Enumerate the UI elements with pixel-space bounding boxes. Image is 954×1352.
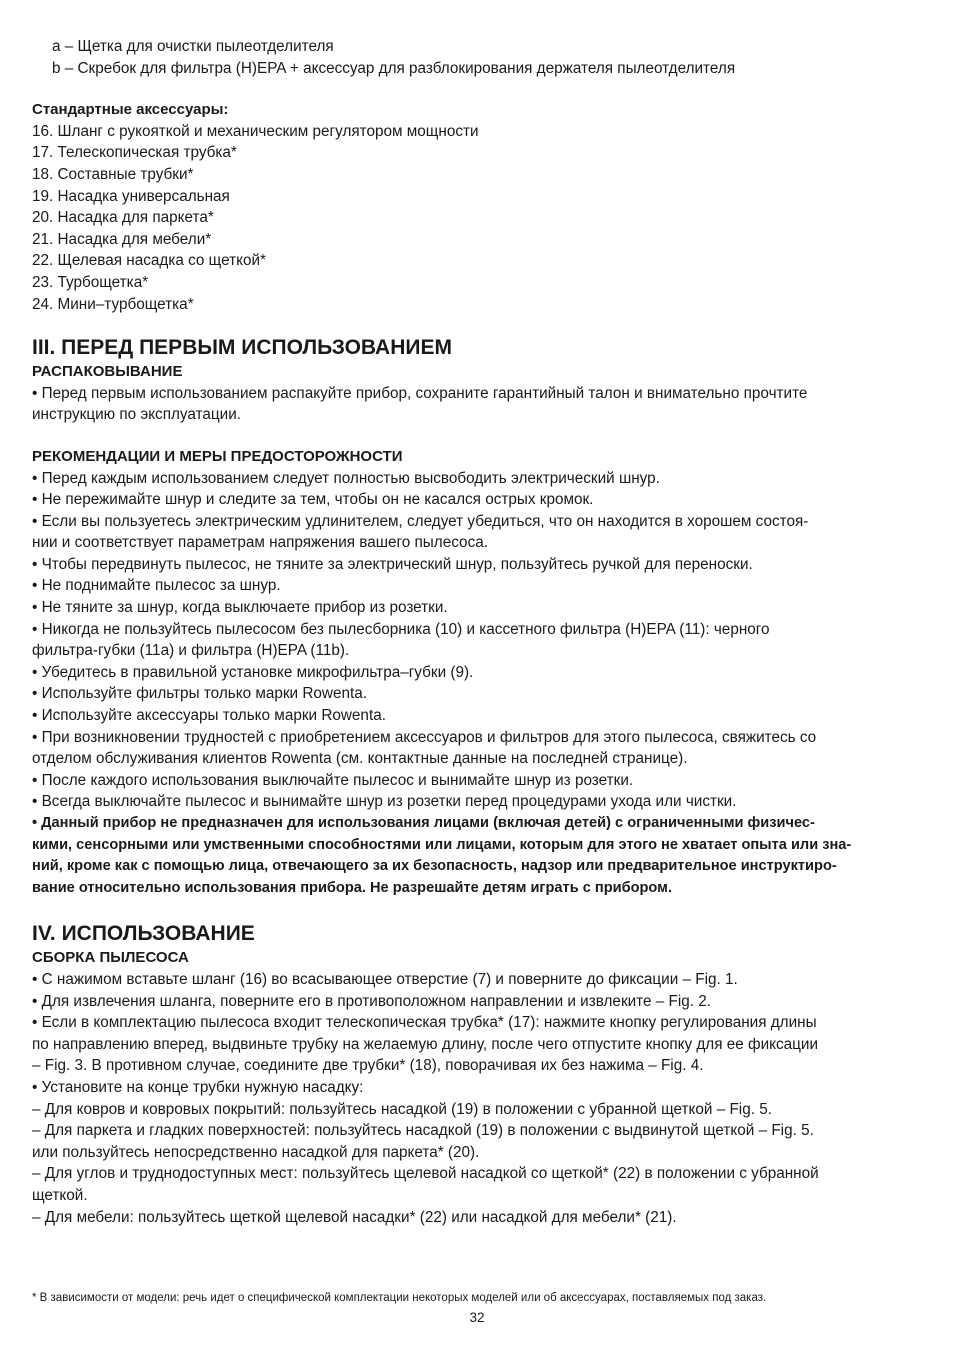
unpacking-heading: РАСПАКОВЫВАНИЕ (32, 363, 183, 381)
assembly-line: по направлению вперед, выдвиньте трубку на желаемую длину, после чего отпустите кнопку для ее фиксации (32, 1035, 819, 1053)
assembly-line: • Установите на конце трубки нужную насадку: (32, 1078, 364, 1096)
assembly-line: – Для углов и труднодоступных мест: пользуйтесь щелевой насадкой со щеткой* (22) в положении с убранной (32, 1165, 819, 1183)
accessory-item: 18. Составные трубки* (32, 165, 194, 183)
section-title-4: IV. ИСПОЛЬЗОВАНИЕ (32, 922, 255, 946)
safety-warning-line: ний, кроме как с помощью лица, отвечающего за их безопасность, надзор или предварительное инструктиро- (32, 858, 837, 875)
safety-line: • Используйте аксессуары только марки Rowenta. (32, 707, 386, 725)
safety-line: • Не поднимайте пылесос за шнур. (32, 577, 281, 595)
assembly-line: щеткой. (32, 1186, 88, 1204)
safety-heading: РЕКОМЕНДАЦИИ И МЕРЫ ПРЕДОСТОРОЖНОСТИ (32, 447, 403, 465)
assembly-line: • Для извлечения шланга, поверните его в противоположном направлении и извлеките – Fig. 2. (32, 992, 712, 1010)
safety-warning-line: кими, сенсорными или умственными способностями или лицами, которым для этого не хватает опыта или зна- (32, 836, 852, 853)
safety-warning-line: вание относительно использования прибора. Не разрешайте детям играть с прибором. (32, 879, 673, 896)
accessories-heading: Стандартные аксессуары: (32, 101, 229, 119)
assembly-line: или пользуйтесь непосредственно насадкой для паркета* (20). (32, 1143, 480, 1161)
accessory-item: 17. Телескопическая трубка* (32, 144, 237, 162)
assembly-line: – Для ковров и ковровых покрытий: пользуйтесь насадкой (19) в положении с убранной щеткой – Fig. 5. (32, 1100, 772, 1118)
safety-line: • Всегда выключайте пылесос и вынимайте шнур из розетки перед процедурами ухода или чистки. (32, 793, 737, 811)
intro-item: a – Щетка для очистки пылеотделителя (52, 38, 334, 55)
safety-line: • Убедитесь в правильной установке микрофильтра–губки (9). (32, 663, 474, 681)
safety-line: • При возникновении трудностей с приобретением аксессуаров и фильтров для этого пылесоса, свяжитесь со (32, 728, 817, 746)
safety-line: • После каждого использования выключайте пылесос и вынимайте шнур из розетки. (32, 771, 634, 789)
safety-warning-line: • Данный прибор не предназначен для использования лицами (включая детей) с ограниченными физичес- (32, 815, 815, 831)
accessory-item: 19. Насадка универсальная (32, 187, 230, 205)
accessory-item: 23. Турбощетка* (32, 273, 149, 291)
assembly-line: • С нажимом вставьте шланг (16) во всасывающее отверстие (7) и поверните до фиксации – Fig. 1. (32, 970, 738, 988)
assembly-line: – Fig. 3. В противном случае, соедините две трубки* (18), поворачивая их без нажима – Fig. 4. (32, 1057, 704, 1075)
safety-line: фильтра-губки (11a) и фильтра (H)EPA (11b). (32, 642, 350, 660)
assembly-line: – Для паркета и гладких поверхностей: пользуйтесь насадкой (19) в положении с выдвинутой щеткой – Fig. 5. (32, 1122, 814, 1140)
accessory-item: 16. Шланг с рукояткой и механическим регулятором мощности (32, 122, 479, 140)
assembly-heading: СБОРКА ПЫЛЕСОСА (32, 949, 189, 967)
intro-item: b – Скребок для фильтра (H)EPA + аксессуар для разблокирования держателя пылеотделителя (52, 59, 736, 77)
page-number: 32 (469, 1310, 485, 1325)
safety-line: • Перед каждым использованием следует полностью высвободить электрический шнур. (32, 469, 660, 487)
safety-line: • Чтобы передвинуть пылесос, не тяните за электрический шнур, пользуйтесь ручкой для переноски. (32, 555, 753, 573)
safety-line: отделом обслуживания клиентов Rowenta (см. контактные данные на последней странице). (32, 750, 688, 768)
document-body (32, 36, 924, 1228)
paragraph-line: • Перед первым использованием распакуйте прибор, сохраните гарантийный талон и внимательно прочтите (32, 384, 808, 402)
safety-line: • Никогда не пользуйтесь пылесосом без пылесборника (10) и кассетного фильтра (H)EPA (11): черного (32, 620, 770, 638)
assembly-line: – Для мебели: пользуйтесь щеткой щелевой насадки* (22) или насадкой для мебели* (21). (32, 1208, 677, 1226)
assembly-line: • Если в комплектацию пылесоса входит телескопическая трубка* (17): нажмите кнопку регулирования длины (32, 1014, 817, 1032)
safety-line: • Не тяните за шнур, когда выключаете прибор из розетки. (32, 599, 448, 617)
accessory-item: 22. Щелевая насадка со щеткой* (32, 252, 266, 270)
safety-line: нии и соответствует параметрам напряжения вашего пылесоса. (32, 534, 488, 552)
accessory-item: 20. Насадка для паркета* (32, 209, 214, 227)
accessory-item: 24. Мини–турбощетка* (32, 295, 194, 313)
accessory-item: 21. Насадка для мебели* (32, 230, 212, 248)
safety-line: • Не пережимайте шнур и следите за тем, чтобы он не касался острых кромок. (32, 491, 594, 509)
paragraph-line: инструкцию по эксплуатации. (32, 406, 242, 424)
safety-line: • Используйте фильтры только марки Rowenta. (32, 685, 367, 703)
section-title-3: III. ПЕРЕД ПЕРВЫМ ИСПОЛЬЗОВАНИЕМ (32, 336, 452, 360)
footnote: * В зависимости от модели: речь идет о специфической комплектации некоторых моделей или об аксессуарах, поставляемых под заказ. (32, 1292, 767, 1304)
safety-line: • Если вы пользуетесь электрическим удлинителем, следует убедиться, что он находится в хорошем состоя- (32, 512, 809, 530)
